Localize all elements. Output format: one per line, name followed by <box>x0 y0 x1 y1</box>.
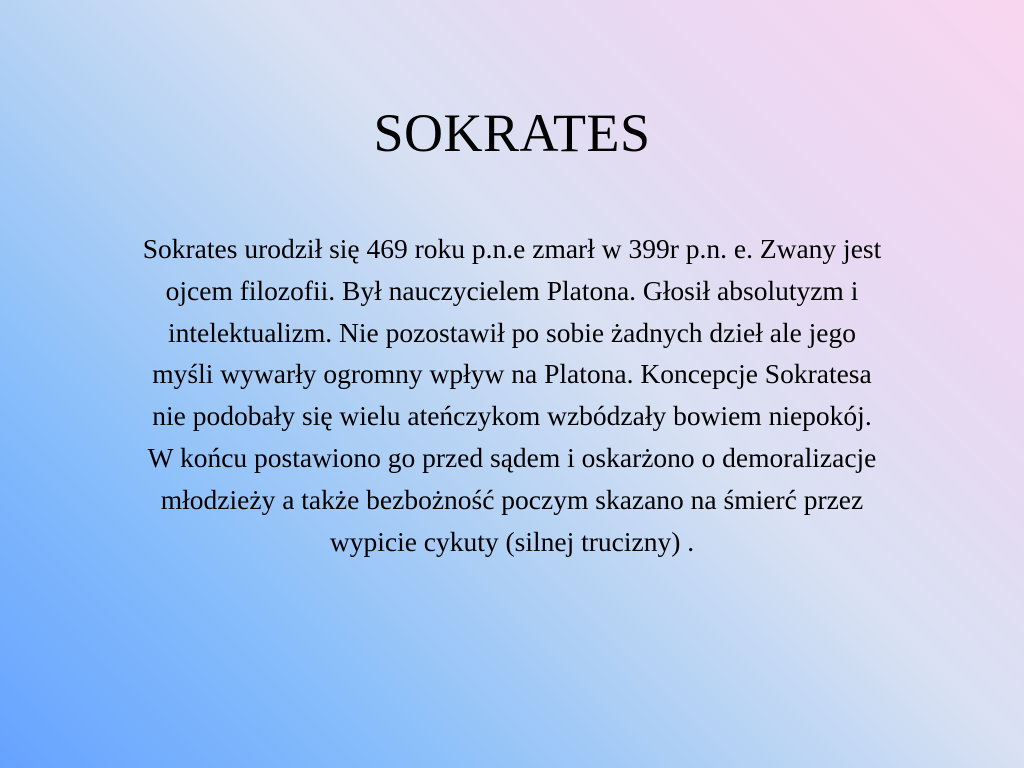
slide-title: SOKRATES <box>373 103 651 163</box>
slide-body-text: Sokrates urodził się 469 roku p.n.e zmarł w 399r p.n. e. Zwany jest ojcem filozofii. Był nauczycielem Platona. Głosił absolutyzm i intelektualizm. Nie pozostawił po sobie żadnych dzieł ale jego myśli wywarły ogromny wpływ na Platona. Koncepcje Sokratesa nie podobały się wielu ateńczykom wzbódzały bowiem niepokój. W końcu postawiono go przed sądem i oskarżono o demoralizacje młodzieży a także bezbożność poczym skazano na śmierć przez wypicie cykuty (silnej trucizny) . <box>142 233 882 557</box>
